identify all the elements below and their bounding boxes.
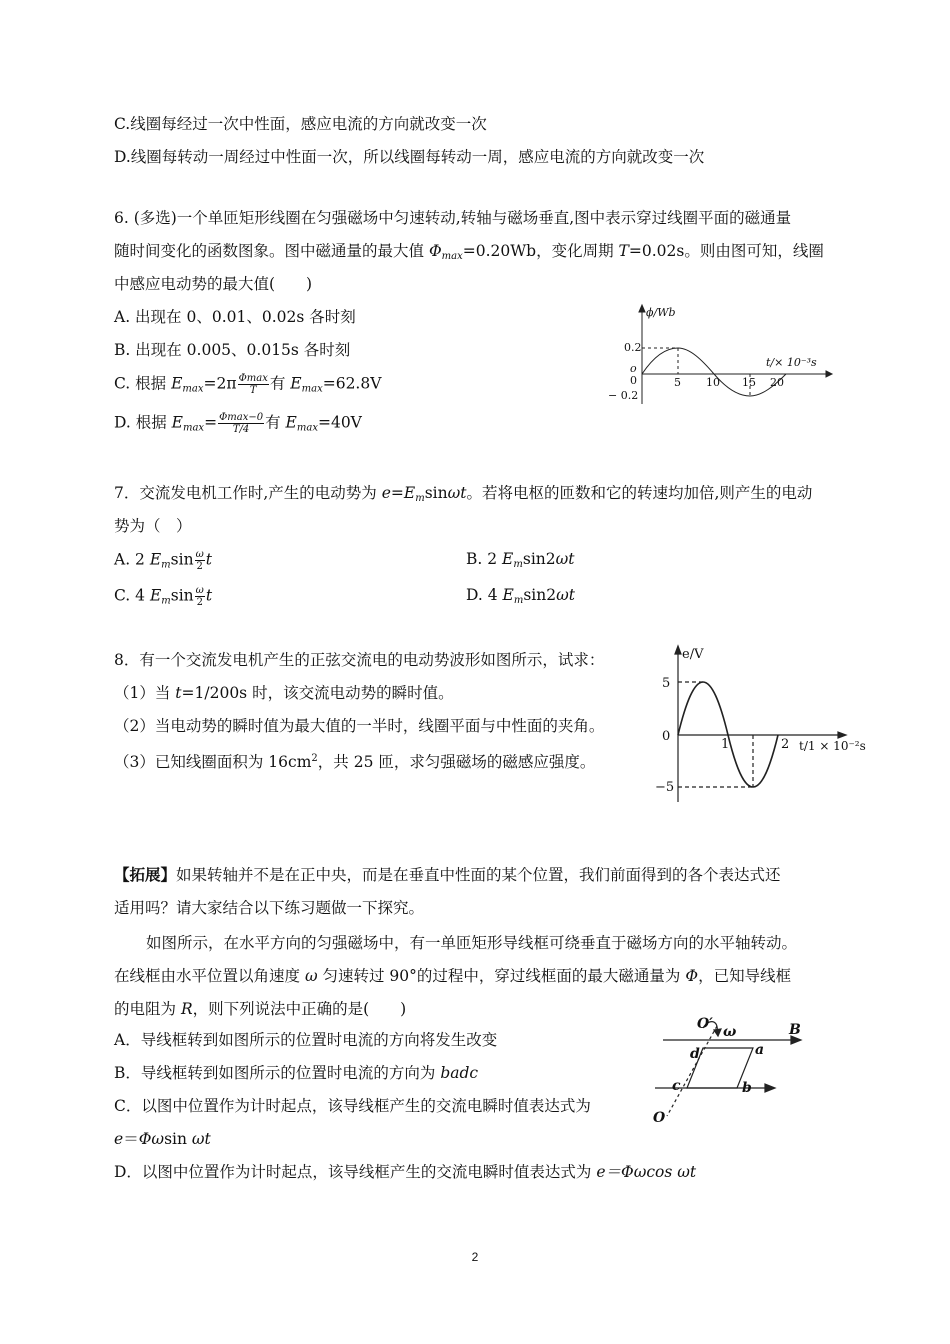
- ext-tag: 【拓展】: [114, 865, 177, 884]
- q8-sub2: （2）当电动势的瞬时值为最大值的一半时，线圈平面与中性面的夹角。: [114, 717, 605, 735]
- x-axis-label: t/× 10⁻³s: [766, 356, 817, 369]
- x-tick-20: 20: [770, 376, 784, 389]
- q6-stem-line1: 6. (多选)一个单匝矩形线圈在匀强磁场中匀速转动,转轴与磁场垂直,图中表示穿过线圈平面的磁通量: [114, 209, 792, 227]
- label-omega: ω: [723, 1024, 737, 1040]
- q6-option-c: C. 根据 $E_{max}=2\pi$ $\frac{\Phi\max}{T}$ 有 $E_{max}=62.8V$: [114, 373, 382, 396]
- q8-sub1: （1）当 t=1/200s 时，该交流电动势的瞬时值。: [114, 684, 454, 702]
- ext-line5: 的电阻为 R，则下列说法中正确的是( ): [114, 1000, 407, 1018]
- fraction: $\frac{\omega}{2}$: [195, 585, 204, 608]
- q7-stem-line1: 7．交流发电机工作时,产生的电动势为 $e=E_m\sin\omega t$。若将电枢的匝数和它的转速均加倍,则产生的电动: [114, 484, 813, 504]
- q6-stem-line3: 中感应电动势的最大值( ): [114, 275, 313, 293]
- x-axis-label: t/1 × 10⁻²s: [799, 739, 866, 753]
- y-tick-zero: 0: [630, 374, 637, 387]
- label-b-corner: b: [742, 1080, 752, 1096]
- label-o: O: [653, 1110, 666, 1126]
- q6-option-d: D. 根据 $E_{max}=$ $\frac{\Phi\max-0}{T/4}$ 有 $E_{max}=40V$: [114, 412, 362, 435]
- label-c: c: [672, 1078, 681, 1094]
- x-tick-1: 1: [721, 737, 730, 752]
- x-tick-15: 15: [742, 376, 756, 389]
- q5-option-d: D.线圈每转动一周经过中性面一次，所以线圈每转动一周，感应电流的方向就改变一次: [114, 148, 705, 166]
- y-tick-zero: 0: [662, 729, 671, 744]
- y-axis-label: e/V: [682, 647, 704, 662]
- label-a: a: [755, 1042, 765, 1058]
- origin-label: o: [630, 362, 637, 375]
- q7-stem-line2: 势为（ ）: [114, 517, 192, 535]
- y-axis-arrow: [639, 305, 645, 312]
- ext-line1: 【拓展】如果转轴并不是在正中央，而是在垂直中性面的某个位置，我们前面得到的各个表达式还: [114, 865, 781, 884]
- x-axis-arrow: [838, 732, 846, 738]
- q6-option-a: A. 出现在 0、0.01、0.02s 各时刻: [114, 308, 356, 326]
- y-tick-pos: 5: [662, 676, 671, 691]
- y-tick-neg: − 0.2: [608, 389, 639, 402]
- ext-option-c: C．以图中位置作为计时起点，该导线框产生的交流电瞬时值表达式为: [114, 1097, 591, 1115]
- label-o-prime: O′: [697, 1016, 713, 1032]
- y-axis-arrow: [675, 646, 681, 654]
- ext-option-c-expr: e＝Φωsin ωt: [114, 1130, 211, 1148]
- coil-diagram: [645, 1008, 820, 1126]
- ext-option-b: B．导线框转到如图所示的位置时电流的方向为 badc: [114, 1064, 479, 1082]
- q6-stem-line2: 随时间变化的函数图象。图中磁通量的最大值 $\Phi_{max}=0.20Wb$，变化周期 T=0.02s。则由图可知，线圈: [114, 242, 824, 262]
- q8-sub3: （3）已知线圈面积为 $16cm^2$，共 25 匝，求匀强磁场的磁感应强度。: [114, 753, 596, 772]
- label-b: B: [789, 1022, 801, 1038]
- label-d: d: [690, 1046, 700, 1062]
- b-field-arrow-bottom: [765, 1084, 775, 1092]
- y-tick-neg: −5: [655, 780, 675, 795]
- x-tick-2: 2: [781, 737, 790, 752]
- q8-stem: 8．有一个交流发电机产生的正弦交流电的电动势波形如图所示，试求：: [114, 651, 605, 669]
- q7-option-d: D. 4 $E_m\sin 2\omega t$: [466, 586, 575, 606]
- fraction: $\frac{\Phi\max-0}{T/4}$: [219, 412, 264, 435]
- ext-line2: 适用吗？请大家结合以下练习题做一下探究。: [114, 899, 425, 917]
- x-tick-10: 10: [706, 376, 720, 389]
- fraction: $\frac{\Phi\max}{T}$: [238, 373, 268, 396]
- q5-option-c: C.线圈每经过一次中性面，感应电流的方向就改变一次: [114, 115, 487, 133]
- q8-emf-graph: [650, 640, 885, 805]
- ext-option-d: D．以图中位置作为计时起点，该导线框产生的交流电瞬时值表达式为 e＝Φωcos ωt: [114, 1163, 697, 1181]
- x-tick-5: 5: [674, 376, 681, 389]
- y-tick-pos: 0.2: [624, 341, 642, 354]
- ext-line4: 在线框由水平位置以角速度 ω 匀速转过 90°的过程中，穿过线框面的最大磁通量为 Φ，已知导线框: [114, 967, 792, 985]
- q7-option-b: B. 2 $E_m\sin 2\omega t$: [466, 550, 575, 570]
- q7-option-a: A. 2 $E_m\sin$ $\frac{\omega}{2}$ t: [114, 549, 212, 572]
- ext-option-a: A．导线框转到如图所示的位置时电流的方向将发生改变: [114, 1031, 498, 1049]
- rotation-arrowhead: [714, 1029, 721, 1036]
- ext-line3: 如图所示，在水平方向的匀强磁场中，有一单匝矩形导线框可绕垂直于磁场方向的水平轴转动。: [146, 934, 798, 952]
- q6-option-b: B. 出现在 0.005、0.015s 各时刻: [114, 341, 351, 359]
- fraction: $\frac{\omega}{2}$: [195, 549, 204, 572]
- page-number: 2: [471, 1250, 479, 1264]
- y-axis-label: ϕ/Wb: [646, 306, 676, 319]
- q7-option-c: C. 4 $E_m\sin$ $\frac{\omega}{2}$ t: [114, 585, 213, 608]
- q6-flux-graph: [600, 300, 840, 410]
- x-axis-arrow: [826, 371, 832, 377]
